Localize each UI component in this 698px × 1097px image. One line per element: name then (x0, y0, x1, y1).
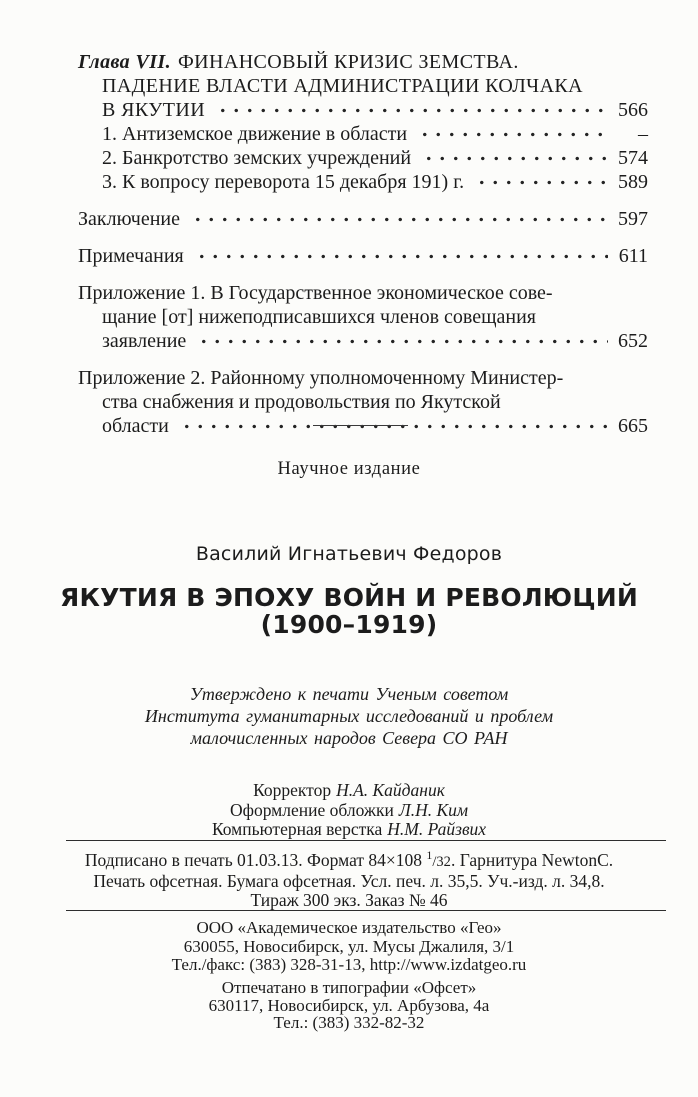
edition-note: Научное издание (277, 459, 421, 479)
toc-page-number: 566 (618, 99, 648, 121)
credit-line (0, 781, 698, 801)
toc-page-number: – (638, 123, 648, 145)
approval-line: Утверждено к печати Ученым советом (189, 684, 509, 704)
approval-line: малочисленных народов Севера СО РАН (190, 728, 508, 748)
toc-chapter-entry (78, 50, 648, 194)
toc-chapter-line3-text: В ЯКУТИИ (102, 99, 206, 121)
toc-chapter-label: Глава VII. (78, 51, 171, 73)
credit-line (0, 801, 698, 821)
section-divider (313, 425, 408, 426)
toc-chapter-line2: ПАДЕНИЕ ВЛАСТИ АДМИНИСТРАЦИИ КОЛЧАКА (102, 75, 584, 97)
toc-page-number: 589 (618, 171, 648, 193)
toc-appendix2-entry (78, 366, 648, 438)
credit-name: Н.А. Кайданик (336, 780, 445, 800)
dot-leader (473, 170, 608, 189)
publisher-name: ООО «Академическое издательство «Гео» (196, 918, 502, 937)
publisher-address: 630055, Новосибирск, ул. Мусы Джалиля, 3/1 (183, 936, 515, 956)
dot-leader (189, 207, 608, 226)
dot-leader (416, 122, 608, 141)
toc-chapter-title: ФИНАНСОВЫЙ КРИЗИС ЗЕМСТВА. (177, 51, 519, 73)
credit-role: Оформление обложки (229, 799, 394, 820)
credit-line (0, 820, 698, 840)
toc-subentry (78, 170, 648, 194)
imprint-line2: Печать офсетная. Бумага офсетная. Усл. печ. л. 35,5. Уч.-изд. л. 34,8. (93, 871, 605, 891)
toc-appendix1-line2: щание [от] нижеподписавшихся членов совещания (102, 306, 536, 328)
toc-page-number: 597 (618, 208, 648, 230)
imprint-bottom-rule (66, 910, 666, 911)
toc-entry-text: Примечания (78, 245, 184, 267)
toc-entry (78, 207, 648, 231)
toc-subentry (78, 122, 648, 146)
dot-leader (195, 329, 608, 348)
toc-chapter-line1 (78, 50, 648, 74)
imprint-fraction-numerator: 1 (426, 848, 433, 863)
toc-appendix2-line3 (78, 414, 648, 438)
toc-appendix1-line3-text: заявление (102, 330, 187, 352)
printer-phone: Тел.: (383) 332-82-32 (273, 1013, 425, 1032)
toc-appendix2-line1: Приложение 2. Районному уполномоченному Министер- (78, 367, 564, 389)
printer-block (0, 979, 698, 1032)
toc-subentry (78, 146, 648, 170)
imprint-line1 (0, 848, 698, 872)
dot-leader (193, 244, 608, 263)
printer-name: Отпечатано в типографии «Офсет» (221, 978, 477, 997)
toc-page-number: 665 (618, 415, 648, 437)
toc-appendix1-entry (78, 281, 648, 353)
credit-name: Н.М. Райзвих (387, 819, 487, 839)
credit-name: Л.Н. Ким (398, 799, 469, 820)
table-of-contents (78, 50, 648, 438)
toc-appendix2-line3-text: области (102, 415, 169, 437)
credit-role: Корректор (253, 780, 332, 800)
publisher-block (0, 919, 698, 975)
toc-appendix1-line3 (78, 329, 648, 353)
toc-appendix2-line2: ства снабжения и продовольствия по Якутской (102, 391, 501, 413)
toc-entry (78, 244, 648, 268)
dot-leader (420, 146, 608, 165)
toc-chapter-line3 (78, 98, 648, 122)
toc-page-number: 652 (618, 330, 648, 352)
imprint-line1-tail: . Гарнитура NewtonC. (450, 850, 614, 870)
toc-subentry-text: 2. Банкротство земских учреждений (102, 147, 412, 169)
imprint-line3: Тираж 300 экз. Заказ № 46 (250, 890, 448, 910)
author-name: Василий Игнатьевич Федоров (195, 543, 503, 565)
toc-page-number: 611 (618, 245, 648, 267)
credits-block (0, 781, 698, 840)
book-title (0, 584, 698, 638)
toc-subentry-text: 3. К вопросу переворота 15 декабря 191) г. (102, 171, 465, 193)
imprint-line1-text: Подписано в печать 01.03.13. Формат 84×108 (84, 850, 427, 870)
book-title-line1: ЯКУТИЯ В ЭПОХУ ВОЙН И РЕВОЛЮЦИЙ (60, 583, 638, 612)
dot-leader (214, 98, 608, 117)
dot-leader (178, 414, 608, 433)
approval-line: Института гуманитарных исследований и проблем (144, 706, 554, 726)
imprint-top-rule (66, 840, 666, 841)
book-title-line2: (1900–1919) (260, 610, 438, 639)
approval-note (0, 683, 698, 749)
toc-entry-text: Заключение (78, 208, 180, 230)
imprint-fraction-denominator: /32 (432, 854, 451, 870)
printer-address: 630117, Новосибирск, ул. Арбузова, 4а (208, 995, 490, 1015)
toc-subentry-text: 1. Антиземское движение в области (102, 123, 408, 145)
toc-appendix1-line1: Приложение 1. В Государственное экономическое сове- (78, 282, 553, 304)
publisher-contacts: Тел./факс: (383) 328-31-13, http://www.izdatgeo.ru (171, 955, 527, 974)
toc-page-number: 574 (618, 147, 648, 169)
credit-role: Компьютерная верстка (211, 819, 383, 839)
imprint-block (0, 848, 698, 910)
